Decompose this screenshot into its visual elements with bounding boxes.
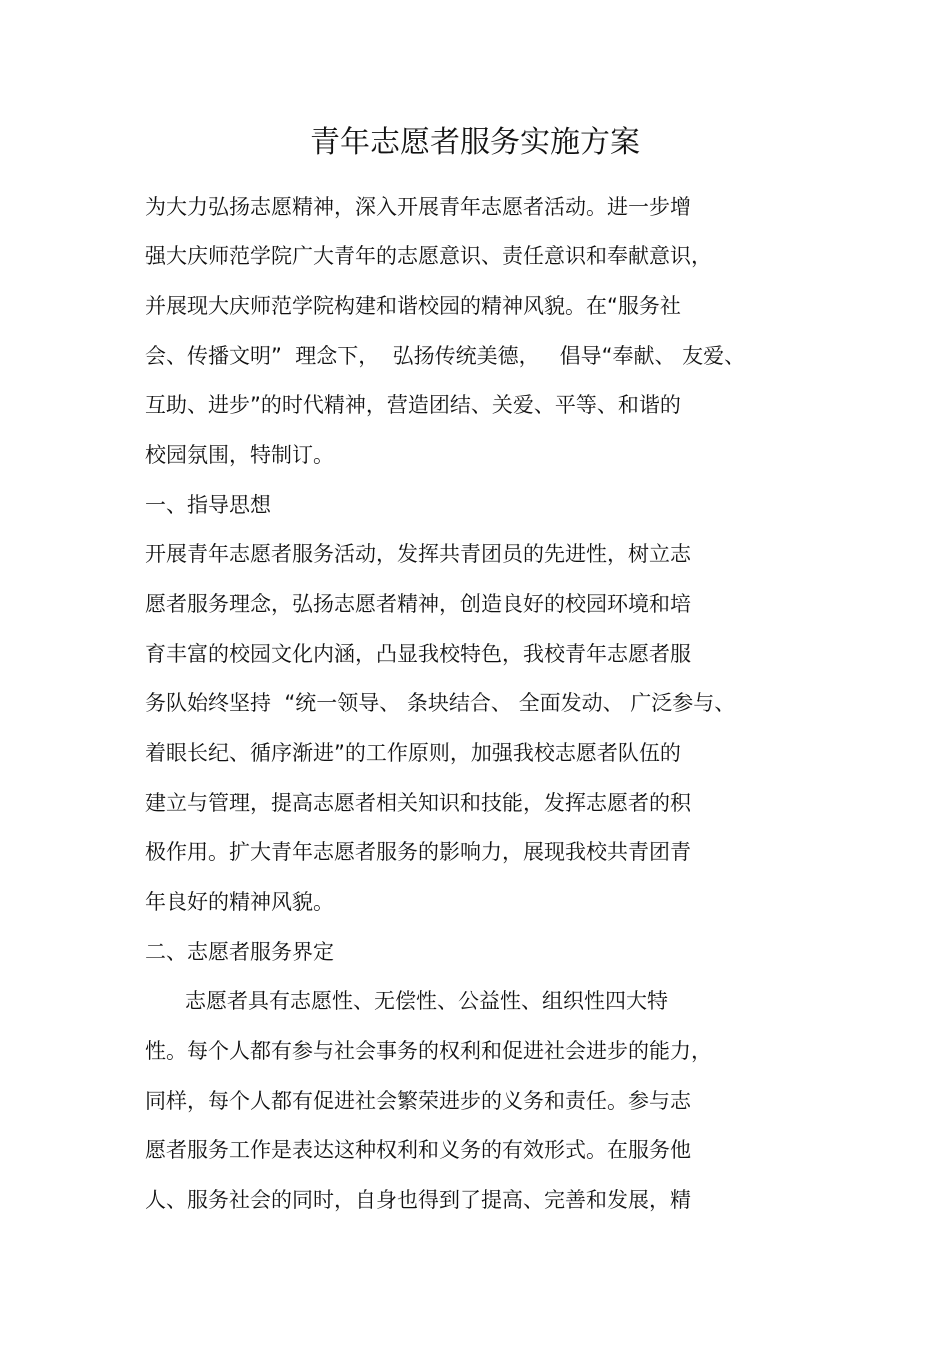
text-line: 并展现大庆师范学院构建和谐校园的精神风貌。在“服务社 <box>145 294 681 318</box>
section-heading: 一、指导思想 <box>145 493 271 517</box>
text-line: 互助、进步”的时代精神，营造团结、关爱、平等、和谐的 <box>145 393 681 417</box>
text-line: 人、服务社会的同时，自身也得到了提高、完善和发展，精 <box>145 1188 691 1212</box>
text-line: 育丰富的校园文化内涵，凸显我校特色，我校青年志愿者服 <box>145 642 691 666</box>
text-line: 极作用。扩大青年志愿者服务的影响力，展现我校共青团青 <box>145 840 691 864</box>
text-line: 会、传播文明” 理念下， 弘扬传统美德， 倡导“奉献、 友爱、 <box>145 344 746 368</box>
text-line: 同样，每个人都有促进社会繁荣进步的义务和责任。参与志 <box>145 1089 691 1113</box>
document-title: 青年志愿者服务实施方案 <box>310 125 640 160</box>
text-line: 愿者服务工作是表达这种权利和义务的有效形式。在服务他 <box>145 1138 691 1162</box>
text-line: 着眼长纪、循序渐进”的工作原则，加强我校志愿者队伍的 <box>145 741 681 765</box>
text-line: 强大庆师范学院广大青年的志愿意识、责任意识和奉献意识， <box>145 244 712 268</box>
text-line: 志愿者具有志愿性、无偿性、公益性、组织性四大特 <box>145 989 669 1013</box>
text-line: 校园氛围，特制订。 <box>145 443 334 467</box>
text-line: 为大力弘扬志愿精神，深入开展青年志愿者活动。进一步增 <box>145 195 691 219</box>
text-line: 建立与管理，提高志愿者相关知识和技能，发挥志愿者的积 <box>145 791 691 815</box>
text-line: 开展青年志愿者服务活动，发挥共青团员的先进性，树立志 <box>145 542 691 566</box>
text-line: 愿者服务理念，弘扬志愿者精神，创造良好的校园环境和培 <box>145 592 691 616</box>
text-line: 年良好的精神风貌。 <box>145 890 334 914</box>
text-line: 性。每个人都有参与社会事务的权利和促进社会进步的能力， <box>145 1039 712 1063</box>
section-heading: 二、志愿者服务界定 <box>145 940 334 964</box>
text-line: 务队始终坚持 “统一领导、 条块结合、 全面发动、 广泛参与、 <box>145 691 736 715</box>
